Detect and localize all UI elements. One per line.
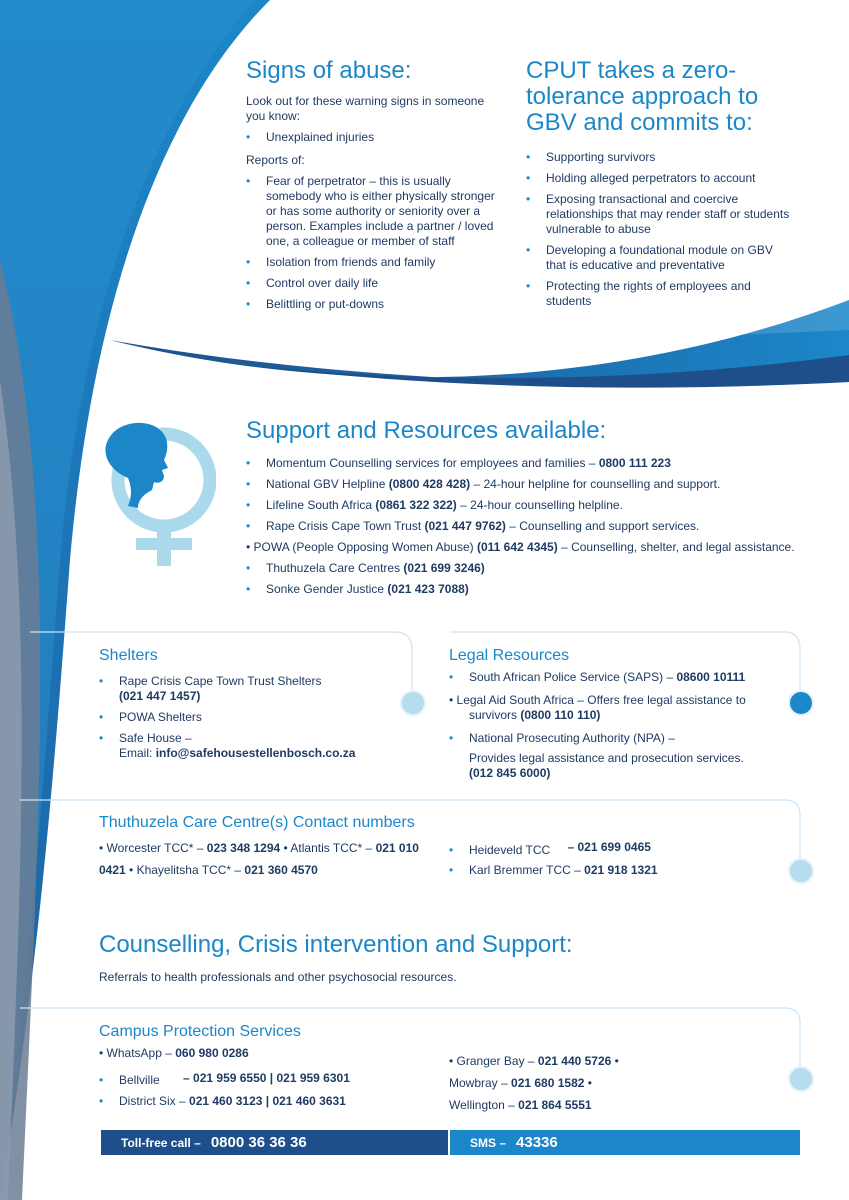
legal-aid-item — [449, 693, 779, 723]
support-name: Sonke Gender Justice — [266, 582, 388, 596]
tcc-left — [99, 837, 429, 881]
support-phone: (011 642 4345) — [476, 540, 558, 554]
decorative-circle-shelters — [400, 690, 426, 716]
legal-desc: survivors — [469, 708, 521, 722]
support-phone: (0861 322 322) — [375, 498, 457, 512]
female-symbol-icon — [98, 420, 216, 568]
campus-label: Mowbray – — [449, 1076, 512, 1090]
campus-label: Wellington – — [449, 1098, 519, 1112]
tcc-phone: 021 360 4570 — [244, 863, 318, 877]
tollfree-number: 0800 36 36 36 — [210, 1134, 307, 1151]
legal-resources-section — [449, 646, 779, 781]
shelter-name: Safe House – — [119, 731, 192, 745]
shelter-email: info@safehousestellenbosch.co.za — [155, 746, 356, 760]
list-item — [99, 674, 399, 704]
cput-title-line: GBV and commits to: — [526, 109, 753, 136]
campus-phone: 021 460 3123 | 021 460 3631 — [189, 1094, 346, 1108]
support-resources-section — [246, 418, 806, 603]
campus-title: Campus Protection Services — [99, 1023, 301, 1040]
list-item — [449, 731, 779, 781]
shelter-name: Rape Crisis Cape Town Trust Shelters — [119, 674, 322, 688]
tcc-name: • Atlantis TCC* – — [280, 841, 376, 855]
support-item — [246, 561, 806, 576]
list-item: • Isolation from friends and family — [246, 255, 501, 270]
legal-name: National Prosecuting Authority (NPA) – — [469, 731, 675, 745]
support-name: Momentum Counselling services for employees and families – — [266, 456, 599, 470]
support-name: Lifeline South Africa — [266, 498, 376, 512]
support-item — [246, 498, 806, 513]
campus-label: • WhatsApp – — [99, 1046, 176, 1060]
decorative-circle-tcc — [788, 858, 814, 884]
support-desc: – Counselling, shelter, and legal assistance. — [557, 540, 795, 554]
support-phone: (021 423 7088) — [387, 582, 469, 596]
campus-phone: 021 440 5726 — [537, 1054, 612, 1068]
support-item — [246, 540, 806, 555]
counselling-desc: Referrals to health professionals and other psychosocial resources. — [99, 970, 457, 984]
list-item: • POWA Shelters — [99, 710, 399, 725]
signs-title: Signs of abuse: — [246, 57, 412, 84]
tcc-phone: 023 348 1294 — [206, 841, 281, 855]
legal-phone: 08600 10111 — [676, 670, 746, 684]
counselling-section — [99, 932, 799, 985]
shelter-phone: (021 447 1457) — [119, 689, 201, 703]
sms-number: 43336 — [516, 1134, 558, 1151]
campus-phone: 021 680 1582 — [511, 1076, 585, 1090]
tcc-phone: 021 010 — [375, 841, 419, 855]
list-item: • Belittling or put-downs — [246, 297, 501, 312]
tcc-phone: 0421 — [99, 863, 126, 877]
list-item — [99, 1073, 429, 1088]
signs-intro: Look out for these warning signs in someone you know: — [246, 94, 485, 123]
legal-name: • Legal Aid South Africa – Offers free legal assistance to — [449, 693, 746, 707]
support-desc: – 24-hour counselling helpline. — [456, 498, 623, 512]
tcc-name: • Worcester TCC* – — [99, 841, 207, 855]
shelters-title: Shelters — [99, 647, 158, 664]
support-phone: (021 699 3246) — [403, 561, 485, 575]
legal-phone: (012 845 6000) — [469, 766, 551, 780]
sms-bar — [450, 1130, 800, 1155]
list-item — [449, 863, 779, 878]
cput-title — [526, 58, 796, 136]
tollfree-label: Toll-free call – — [121, 1135, 201, 1150]
counselling-title: Counselling, Crisis intervention and Support: — [99, 931, 573, 958]
tcc-phone: 021 918 1321 — [584, 863, 658, 877]
decorative-circle-legal — [788, 690, 814, 716]
support-name: National GBV Helpline — [266, 477, 389, 491]
support-phone: (021 447 9762) — [424, 519, 506, 533]
tcc-section — [99, 813, 799, 877]
support-phone: (0800 428 428) — [388, 477, 471, 491]
campus-phone: 021 864 5551 — [518, 1098, 592, 1112]
tcc-title: Thuthuzela Care Centre(s) Contact numbers — [99, 814, 415, 831]
support-item — [246, 477, 806, 492]
email-label: Email: — [119, 746, 156, 760]
tcc-name: Karl Bremmer TCC – — [469, 863, 585, 877]
support-name: Rape Crisis Cape Town Trust — [266, 519, 425, 533]
campus-protection-section — [99, 1022, 799, 1112]
support-desc: – 24-hour helpline for counselling and support. — [470, 477, 721, 491]
list-item — [99, 731, 399, 761]
list-item: • Protecting the rights of employees and students — [526, 279, 796, 309]
campus-phone: 060 980 0286 — [175, 1046, 249, 1060]
tcc-name: • Khayelitsha TCC* – — [125, 863, 245, 877]
list-item: • Control over daily life — [246, 276, 501, 291]
campus-label: District Six – — [119, 1094, 190, 1108]
support-item — [246, 582, 806, 597]
list-item: • Developing a foundational module on GBV that is educative and preventative — [526, 243, 796, 273]
campus-right: • Granger Bay – 021 440 5726 • Mowbray – 021 680 1582 • Wellington – 021 864 5551 — [449, 1054, 619, 1112]
shelters-section — [99, 646, 399, 761]
support-title: Support and Resources available: — [246, 417, 607, 444]
legal-title: Legal Resources — [449, 647, 570, 664]
tollfree-bar — [101, 1130, 448, 1155]
list-item: • Holding alleged perpetrators to account — [526, 171, 796, 186]
support-item — [246, 456, 806, 471]
cput-title-line: CPUT takes a zero- — [526, 57, 737, 84]
support-name: • POWA (People Opposing Women Abuse) — [246, 540, 477, 554]
list-item — [99, 1094, 429, 1109]
tcc-phone: – 021 699 0465 — [567, 840, 651, 854]
sms-label: SMS – — [470, 1135, 507, 1150]
campus-label: Bellville — [119, 1073, 160, 1087]
support-phone: 0800 111 223 — [598, 456, 671, 470]
support-desc: – Counselling and support services. — [505, 519, 700, 533]
reports-label: Reports of: — [246, 153, 305, 167]
list-item: • Exposing transactional and coercive relationships that may render staff or students vulnerable to abuse — [526, 192, 796, 237]
signs-of-abuse-section — [246, 58, 501, 312]
list-item: • Unexplained injuries — [246, 130, 501, 145]
support-name: Thuthuzela Care Centres — [266, 561, 404, 575]
cput-title-line: tolerance approach to — [526, 83, 759, 110]
list-item — [449, 670, 779, 685]
list-item — [449, 840, 779, 858]
legal-desc: Provides legal assistance and prosecution services. — [469, 751, 744, 765]
cput-commitments-section — [526, 58, 796, 309]
legal-name: South African Police Service (SAPS) – — [469, 670, 677, 684]
campus-label: • Granger Bay – — [449, 1054, 538, 1068]
tcc-name: Heideveld TCC — [469, 843, 551, 857]
list-item: • Supporting survivors — [526, 150, 796, 165]
list-item: • Fear of perpetrator – this is usually somebody who is either physically stronger or has some authority or seniority over a person. Examples include a partner / loved one, a colleague or member of staff — [246, 174, 501, 249]
legal-phone: (0800 110 110) — [520, 708, 601, 722]
campus-phone: – 021 959 6550 | 021 959 6301 — [183, 1071, 350, 1085]
support-item — [246, 519, 806, 534]
